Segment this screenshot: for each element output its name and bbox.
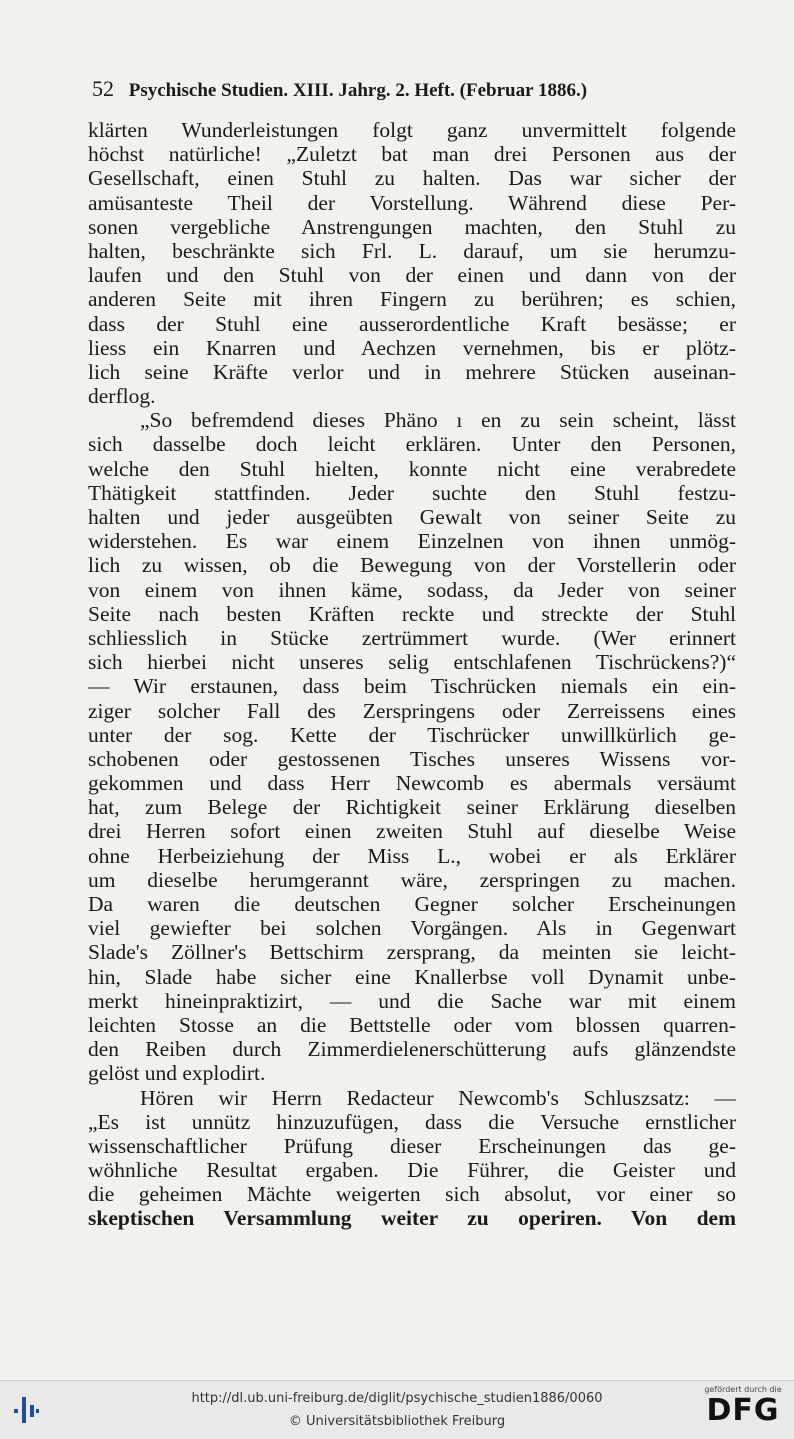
text-line: klärten Wunderleistungen folgt ganz unvermittelt folgende (88, 118, 736, 142)
text-line: sich dasselbe doch leicht erklären. Unter den Personen, (88, 432, 736, 457)
text-line: — Wir erstaunen, dass beim Tischrücken niemals ein ein- (88, 674, 736, 699)
text-line: lich zu wissen, ob die Bewegung von der Vorstellerin oder (88, 553, 736, 578)
text-line: ziger solcher Fall des Zerspringens oder Zerreissens eines (88, 698, 736, 723)
text-line: wöhnliche Resultat ergaben. Die Führer, die Geister und (88, 1158, 736, 1183)
text-line: den Reiben durch Zimmerdielenerschütterung aufs glänzendste (88, 1037, 736, 1062)
text-line: um dieselbe herumgerannt wäre, zerspringen zu machen. (88, 867, 736, 892)
text-line: schliesslich in Stücke zertrümmert wurde. (Wer erinnert (88, 625, 736, 650)
text-line: sich hierbei nicht unseres selig entschlafenen Tischrückens?)“ (88, 650, 736, 675)
text-line: liess ein Knarren und Aechzen vernehmen, bis er plötz- (88, 335, 736, 360)
funder-logo-text: DFG (706, 1393, 780, 1428)
text-line: laufen und den Stuhl von der einen und dann von der (88, 263, 736, 288)
page-number: 52 (92, 76, 114, 101)
text-line: unter der sog. Kette der Tischrücker unwillkürlich ge- (88, 722, 736, 747)
source-url-link[interactable]: http://dl.ub.uni-freiburg.de/diglit/psychische_studien1886/0060 (191, 1391, 603, 1406)
text-line: amüsanteste Theil der Vorstellung. Während diese Per- (88, 190, 736, 215)
text-line: schobenen oder gestossenen Tisches unseres Wissens vor- (88, 746, 736, 771)
running-title: Psychische Studien. XIII. Jahrg. 2. Heft. (Februar 1886.) (128, 80, 588, 101)
funder-caption: gefördert durch die (704, 1385, 782, 1394)
text-line: leichten Stosse an die Bettstelle oder vom blossen quarren- (88, 1012, 736, 1037)
body-text (88, 118, 736, 1231)
text-line: Thätigkeit stattfinden. Jeder suchte den Stuhl festzu- (88, 480, 736, 505)
text-line: die geheimen Mächte weigerten sich absolut, vor einer so (88, 1182, 736, 1207)
text-line: hin, Slade habe sicher eine Knallerbse voll Dynamit unbe- (88, 964, 736, 989)
text-line: anderen Seite mit ihren Fingern zu berühren; es schien, (88, 287, 736, 312)
running-header (92, 76, 732, 102)
text-line: Seite nach besten Kräften reckte und streckte der Stuhl (88, 601, 736, 626)
text-line: merkt hineinpraktizirt, — und die Sache war mit einem (88, 988, 736, 1013)
text-line: halten, beschränkte sich Frl. L. darauf, um sie herumzu- (88, 238, 736, 263)
text-line: viel gewiefter bei solchen Vorgängen. Als in Gegenwart (88, 916, 736, 941)
text-line: hat, zum Belege der Richtigkeit seiner Erklärung dieselben (88, 795, 736, 820)
text-line: höchst natürliche! „Zuletzt bat man drei Personen aus der (88, 142, 736, 167)
text-line: halten und jeder ausgeübten Gewalt von seiner Seite zu (88, 505, 736, 529)
text-line: widerstehen. Es war einem Einzelnen von ihnen unmög- (88, 529, 736, 554)
text-line: von einem von ihnen käme, sodass, da Jeder von seiner (88, 577, 736, 602)
viewer-footer (0, 1380, 794, 1439)
text-line: sonen vergebliche Anstrengungen machten, den Stuhl zu (88, 214, 736, 239)
text-line: Slade's Zöllner's Bettschirm zersprang, da meinten sie leicht- (88, 940, 736, 965)
text-line: dass der Stuhl eine ausserordentliche Kraft besässe; er (88, 311, 736, 336)
text-line: Da waren die deutschen Gegner solcher Erscheinungen (88, 892, 736, 916)
text-line: derflog. (88, 384, 156, 409)
text-line: „So befremdend dieses Phäno ı en zu sein scheint, lässt (140, 408, 736, 433)
text-line: drei Herren sofort einen zweiten Stuhl auf dieselbe Weise (88, 819, 736, 844)
text-line: wissenschaftlicher Prüfung dieser Erscheinungen das ge- (88, 1133, 736, 1158)
text-line: ohne Herbeiziehung der Miss L., wobei er als Erklärer (88, 843, 736, 868)
dfg-logo (700, 1385, 786, 1437)
text-line: lich seine Kräfte verlor und in mehrere Stücken auseinan- (88, 359, 736, 384)
text-line: „Es ist unnütz hinzuzufügen, dass die Versuche ernstlicher (88, 1109, 736, 1134)
text-line: welche den Stuhl hielten, konnte nicht eine verabredete (88, 456, 736, 481)
text-line: Hören wir Herrn Redacteur Newcomb's Schluszsatz: — (140, 1085, 736, 1110)
text-line: gekommen und dass Herr Newcomb es abermals versäumt (88, 771, 736, 796)
text-line: skeptischen Versammlung weiter zu operiren. Von dem (88, 1206, 736, 1231)
text-line: Gesellschaft, einen Stuhl zu halten. Das war sicher der (88, 166, 736, 191)
text-line: gelöst und explodirt. (88, 1061, 266, 1086)
copyright-notice: © Universitätsbibliothek Freiburg (288, 1414, 506, 1429)
